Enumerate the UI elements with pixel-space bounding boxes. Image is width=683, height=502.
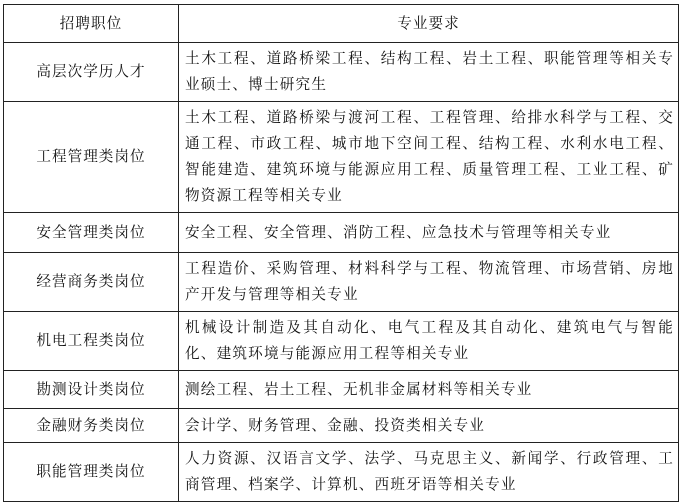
position-cell: 金融财务类岗位 [4,409,179,443]
requirement-cell: 会计学、财务管理、金融、投资类相关专业 [179,409,679,443]
position-cell: 工程管理类岗位 [4,102,179,213]
table-row [4,253,679,312]
position-cell: 安全管理类岗位 [4,213,179,253]
table-row [4,102,679,213]
requirement-cell: 土木工程、道路桥梁工程、结构工程、岩土工程、职能管理等相关专业硕士、博士研究生 [179,43,679,102]
table-row [4,409,679,443]
requirement-cell: 土木工程、道路桥梁与渡河工程、工程管理、给排水科学与工程、交通工程、市政工程、城市地下空间工程、结构工程、水利水电工程、智能建造、建筑环境与能源应用工程、质量管理工程、工业工程、矿物资源工程等相关专业 [179,102,679,213]
table-row [4,312,679,371]
table-row [4,43,679,102]
header-requirement: 专业要求 [179,5,679,43]
position-cell: 高层次学历人才 [4,43,179,102]
requirement-cell: 测绘工程、岩土工程、无机非金属材料等相关专业 [179,371,679,409]
position-cell: 职能管理类岗位 [4,443,179,502]
header-position: 招聘职位 [4,5,179,43]
requirement-cell: 人力资源、汉语言文学、法学、马克思主义、新闻学、行政管理、工商管理、档案学、计算机、西班牙语等相关专业 [179,443,679,502]
table-header-row [4,5,679,43]
recruitment-table [3,4,679,502]
table-row [4,371,679,409]
position-cell: 机电工程类岗位 [4,312,179,371]
requirement-cell: 工程造价、采购管理、材料科学与工程、物流管理、市场营销、房地产开发与管理等相关专业 [179,253,679,312]
position-cell: 经营商务类岗位 [4,253,179,312]
requirement-cell: 机械设计制造及其自动化、电气工程及其自动化、建筑电气与智能化、建筑环境与能源应用工程等相关专业 [179,312,679,371]
position-cell: 勘测设计类岗位 [4,371,179,409]
requirement-cell: 安全工程、安全管理、消防工程、应急技术与管理等相关专业 [179,213,679,253]
table-row [4,213,679,253]
recruitment-table-container [3,4,678,502]
table-row [4,443,679,502]
